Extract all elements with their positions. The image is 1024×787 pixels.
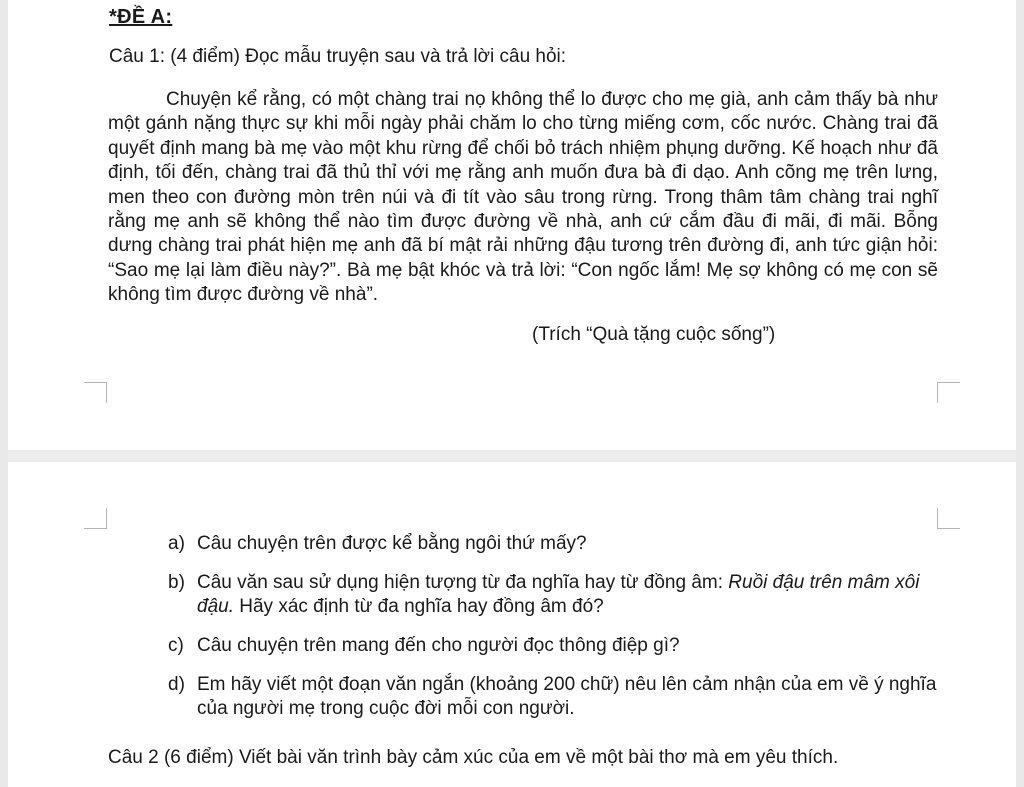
story-passage: Chuyện kể rằng, có một chàng trai nọ không thể lo được cho mẹ già, anh cảm thấy bà như một gánh nặng thực sự khi mỗi ngày phải chăm lo cho từng miếng cơm, cốc nước. Chàng trai đã quyết định mang bà mẹ vào một khu rừng để chối bỏ trách nhiệm phụng dưỡng. Kế hoạch như đã định, tối đến, chàng trai đã thủ thỉ với mẹ rằng anh muốn đưa bà đi dạo. Anh cõng mẹ trên lưng, men theo con đường mòn trên núi và đi tít vào sâu trong rừng. Trong thâm tâm chàng trai nghĩ rằng mẹ anh sẽ không thể nào tìm được đường về nhà, anh cứ cắm đầu đi mãi, đi mãi. Bỗng dưng chàng trai phát hiện mẹ anh đã bí mật rải những đậu tương trên đường đi, anh tức giận hỏi: “Sao mẹ lại làm điều này?”. Bà mẹ bật khóc và trả lời: “Con ngốc lắm! Mẹ sợ không có mẹ con sẽ không tìm được đường về nhà”. — [108, 89, 938, 306]
subquestion-b — [168, 571, 943, 619]
subquestion-b-text-tail: Hãy xác định từ đa nghĩa hay đồng âm đó? — [233, 596, 604, 617]
subquestion-b-example-sentence: Ruồi đậu trên mâm xôi đậu. — [197, 572, 920, 617]
passage-source: (Trích “Quà tặng cuộc sống”) — [532, 324, 776, 345]
subquestion-d-text: Em hãy viết một đoạn văn ngắn (khoảng 200 chữ) nêu lên cảm nhận của em về ý nghĩa của người mẹ trong cuộc đời mỗi con người. — [197, 674, 937, 719]
margin-corner-top-right — [937, 382, 960, 403]
exam-heading: *ĐỀ A: — [109, 6, 173, 28]
question-2: Câu 2 (6 điểm) Viết bài văn trình bày cảm xúc của em về một bài thơ mà em yêu thích. — [108, 747, 839, 768]
subquestion-d-marker: d) — [168, 674, 185, 695]
margin-corner-bottom-left — [84, 508, 107, 529]
question-1-subitems — [168, 532, 943, 721]
subquestion-c-text: Câu chuyện trên mang đến cho người đọc thông điệp gì? — [197, 635, 680, 656]
subquestion-a-marker: a) — [168, 533, 185, 554]
question-1-title: Câu 1: (4 điểm) Đọc mẫu truyện sau và trả lời câu hỏi: — [109, 46, 567, 67]
subquestion-c-marker: c) — [168, 635, 184, 656]
page-gap — [0, 450, 1024, 462]
subquestion-a-text: Câu chuyện trên được kể bằng ngôi thứ mấy? — [197, 533, 587, 554]
subquestion-b-marker: b) — [168, 572, 185, 593]
subquestion-a — [168, 532, 943, 556]
subquestion-d — [168, 673, 943, 721]
margin-corner-bottom-right — [937, 508, 960, 529]
margin-corner-top-left — [84, 382, 107, 403]
subquestion-b-text-lead: Câu văn sau sử dụng hiện tượng từ đa nghĩa hay từ đồng âm: — [197, 572, 729, 593]
right-margin-shade — [1016, 0, 1024, 787]
subquestion-c — [168, 634, 943, 658]
subquestion-b-text — [197, 572, 919, 617]
left-margin-shade — [0, 0, 8, 787]
